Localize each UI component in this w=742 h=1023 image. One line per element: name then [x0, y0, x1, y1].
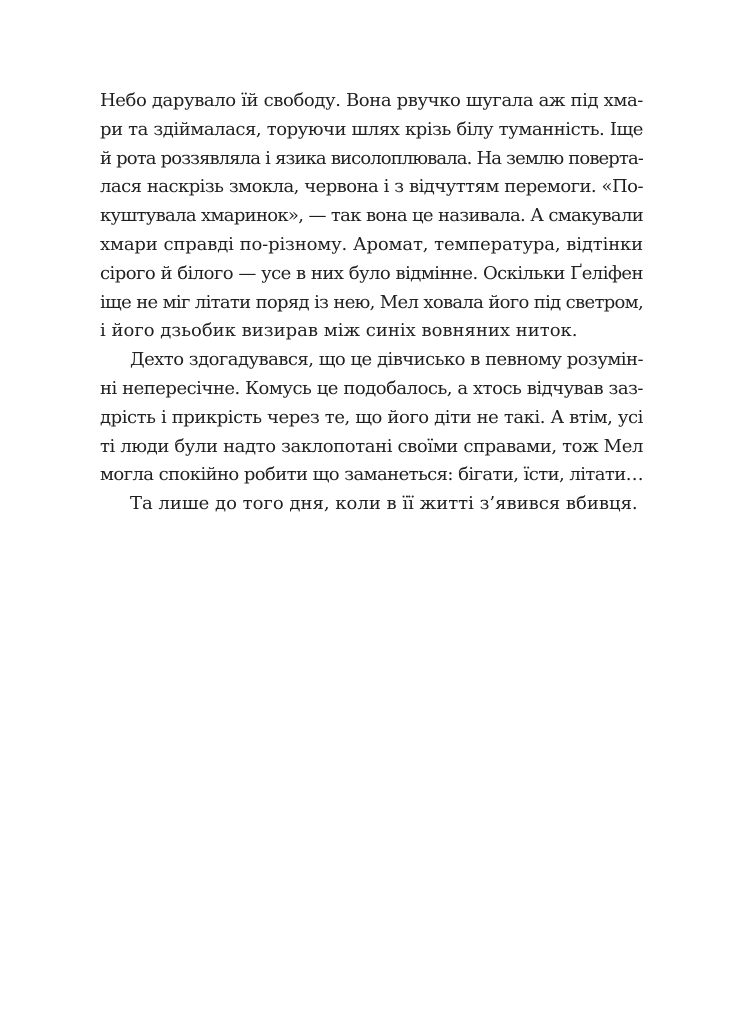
- text-line: лася наскрізь змокла, червона і з відчуттям перемоги. «По-: [100, 176, 643, 198]
- text-line: Та лише до того дня, коли в її житті з’явився вбивця.: [130, 493, 638, 515]
- paragraph-1: [100, 87, 643, 346]
- text-line: ні непересічне. Комусь це подобалось, а хтось відчував зaз-: [100, 377, 643, 399]
- text-line: хмари справді по-різному. Аромат, температура, відтінки: [100, 233, 643, 255]
- text-line: і його дзьобик визирав між синіх вовняних ниток.: [100, 320, 578, 342]
- paragraph-2: [100, 346, 643, 490]
- book-page: [100, 87, 643, 519]
- text-line: ті люди були надто заклопотані своїми справами, тож Мел: [100, 435, 643, 457]
- text-line: Дехто здогадувався, що це дівчисько в певному розумін-: [130, 349, 643, 371]
- text-line: сірого й білого — усе в них було відмінне. Оскільки Ґеліфен: [100, 262, 643, 284]
- text-line: іще не міг літати поряд із нею, Мел ховала його під светром,: [100, 291, 643, 313]
- text-line: могла спокійно робити що заманеться: бігати, їсти, літати…: [100, 464, 643, 486]
- text-line: й рота роззявляла і язика висолоплювала. На землю поверта-: [100, 147, 643, 169]
- text-line: куштувала хмаринок», — так вона це називала. А смакували: [100, 205, 643, 227]
- text-line: Небо дарувало їй свободу. Вона рвучко шугала аж під хма-: [100, 90, 643, 111]
- text-line: ри та здіймалася, торуючи шлях крізь білу туманність. Іще: [100, 118, 643, 140]
- paragraph-3: [100, 490, 643, 519]
- text-line: дрість і прикрість через те, що його діти не такі. А втім, усі: [100, 406, 643, 428]
